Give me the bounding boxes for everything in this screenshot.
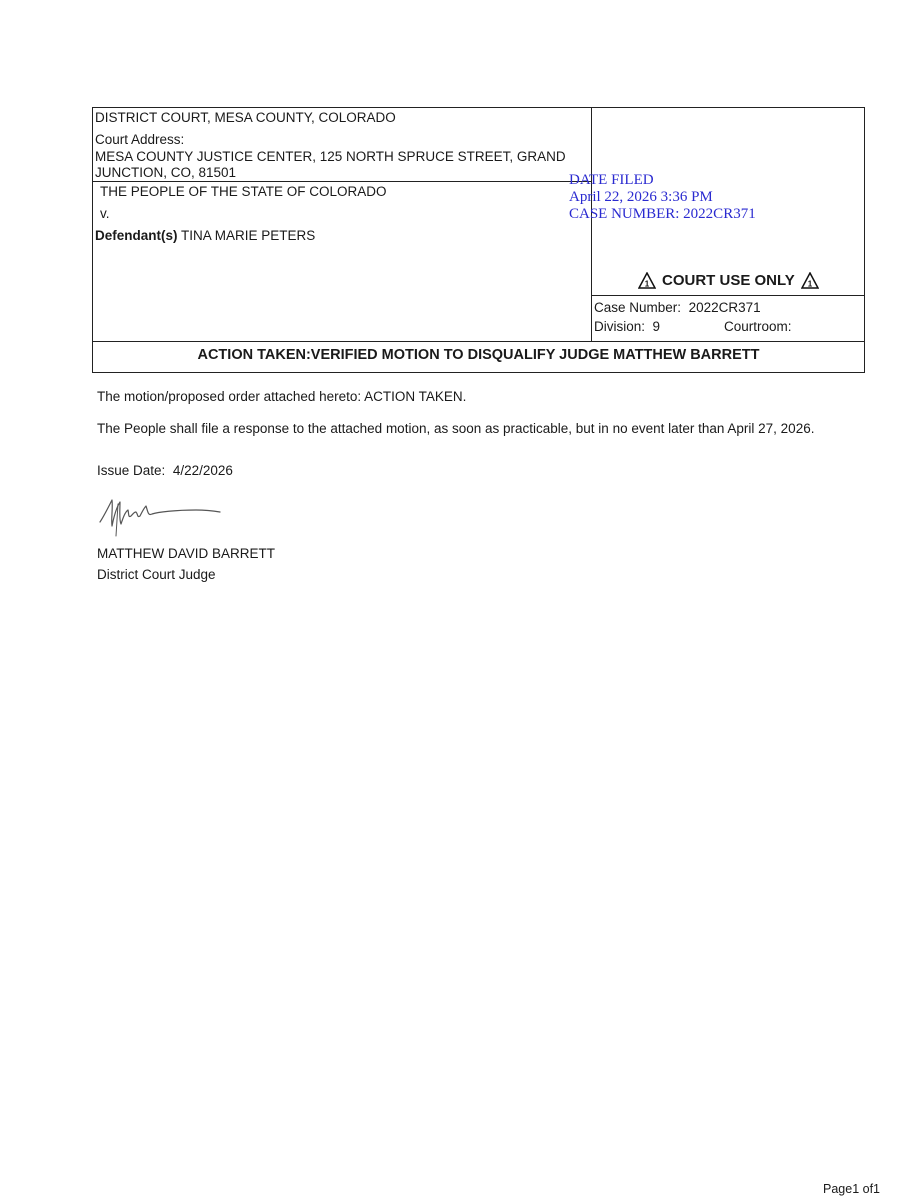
plaintiff: THE PEOPLE OF THE STATE OF COLORADO (100, 184, 387, 199)
court-address-line1: MESA COUNTY JUSTICE CENTER, 125 NORTH SPRUCE STREET, GRAND (95, 149, 566, 164)
caption-divider-title (93, 341, 865, 342)
svg-text:1: 1 (644, 279, 650, 289)
issue-date (97, 463, 233, 478)
filing-stamp (569, 172, 756, 223)
warning-triangle-icon (801, 272, 819, 289)
case-number (594, 299, 761, 316)
caption-divider-address (93, 181, 591, 182)
court-address-label: Court Address: (95, 132, 185, 147)
judge-signature (96, 490, 226, 540)
court-address-line2: JUNCTION, CO, 81501 (95, 165, 237, 180)
stamp-date-filed: DATE FILED (569, 172, 654, 188)
judge-name: MATTHEW DAVID BARRETT (97, 546, 275, 561)
court-use-only (638, 272, 819, 289)
division (594, 318, 660, 335)
defendant (95, 227, 315, 244)
stamp-case-number: CASE NUMBER: 2022CR371 (569, 206, 756, 222)
body-line1: The motion/proposed order attached hereto: ACTION TAKEN. (97, 389, 467, 404)
division-value: 9 (652, 319, 661, 334)
stamp-date: April 22, 2026 3:36 PM (569, 189, 713, 205)
division-label: Division: (594, 319, 646, 334)
case-number-value: 2022CR371 (688, 300, 761, 315)
caption-divider-case (591, 295, 865, 296)
court-use-only-label: COURT USE ONLY (662, 272, 795, 289)
issue-date-value: 4/22/2026 (172, 463, 233, 478)
body-line2: The People shall file a response to the attached motion, as soon as practicable, but in no event later than April 27, 2026. (97, 421, 815, 436)
defendant-name: TINA MARIE PETERS (181, 228, 316, 243)
judge-title: District Court Judge (97, 567, 216, 582)
versus: v. (100, 206, 110, 221)
case-number-label: Case Number: (594, 300, 682, 315)
warning-triangle-icon (638, 272, 656, 289)
caption-divider-vertical (591, 108, 592, 341)
courtroom-label: Courtroom: (724, 319, 792, 334)
svg-text:1: 1 (807, 279, 813, 289)
order-title: ACTION TAKEN:VERIFIED MOTION TO DISQUALIFY JUDGE MATTHEW BARRETT (197, 347, 760, 363)
court-name: DISTRICT COURT, MESA COUNTY, COLORADO (95, 110, 396, 125)
defendant-label: Defendant(s) (95, 228, 178, 243)
page-number: Page1 of1 (823, 1182, 880, 1196)
issue-date-label: Issue Date: (97, 463, 166, 478)
